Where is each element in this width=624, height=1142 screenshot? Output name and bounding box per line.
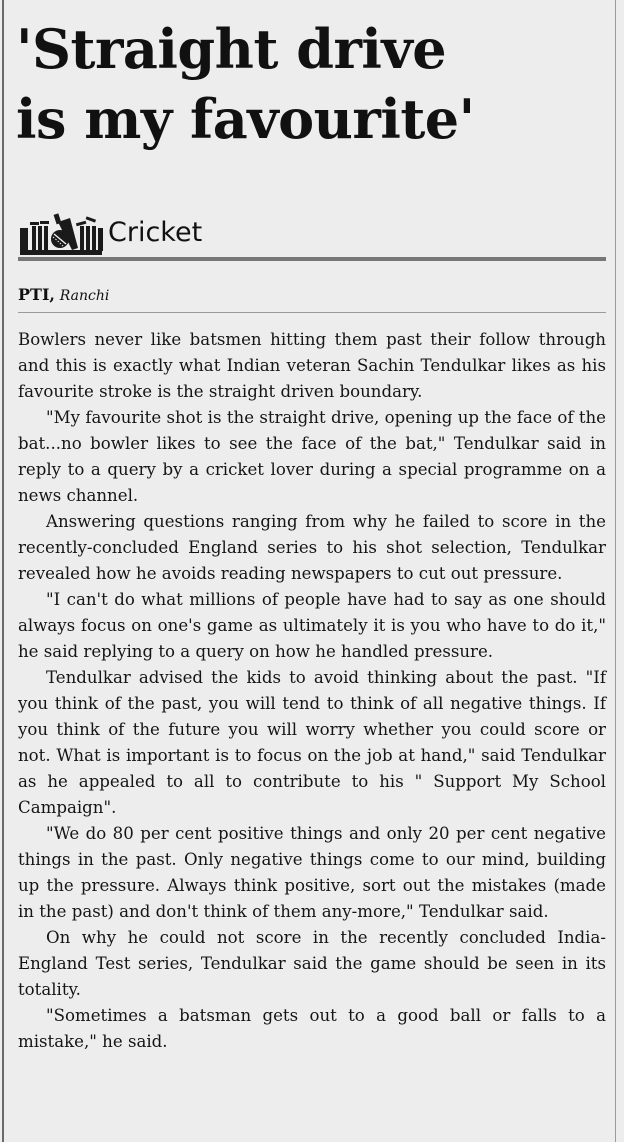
article-paragraph: "We do 80 per cent positive things and only 20 per cent negative things in the past. Only negative things come to our mind, building up the pressure. Always think positive, sort out the mistakes (made in the past) and don't think of them any-more," Tendulkar said. (18, 824, 606, 921)
headline-line-1: 'Straight drive (16, 17, 447, 81)
headline (16, 14, 616, 154)
section-header (18, 210, 608, 256)
byline-divider (18, 312, 606, 313)
article-paragraph: Answering questions ranging from why he failed to score in the recently-concluded England series to his shot selection, Tendulkar revealed how he avoids reading newspapers to cut out pressure. (18, 512, 606, 583)
article-paragraph: Tendulkar advised the kids to avoid thinking about the past. "If you think of the past, you will tend to think of all negative things. If you think of the future you will worry whether you could score or not. What is important is to focus on the job at hand," said Tendulkar as he appealed to all to contribute to his " Support My School Campaign". (18, 668, 606, 817)
article-paragraph: "Sometimes a batsman gets out to a good ball or falls to a mistake," he said. (18, 1006, 606, 1051)
byline-agency: PTI, (18, 285, 55, 304)
section-divider (18, 257, 606, 261)
byline-dateline: Ranchi (59, 288, 110, 304)
column-right-rule (615, 0, 616, 1142)
headline-line-2: is my favourite' (16, 87, 475, 151)
section-label: Cricket (108, 217, 203, 248)
column-left-rule (2, 0, 4, 1142)
article-paragraph: On why he could not score in the recently concluded India-England Test series, Tendulkar said the game should be seen in its totality. (18, 928, 606, 999)
article-paragraph: "I can't do what millions of people have had to say as one should always focus on one's game as ultimately it is you who have to do it," he said replying to a query on how he handled pressure. (18, 590, 606, 661)
article-paragraph: Bowlers never like batsmen hitting them past their follow through and this is exactly what Indian veteran Sachin Tendulkar likes as his favourite stroke is the straight driven boundary. (18, 330, 606, 401)
article-paragraph: "My favourite shot is the straight drive, opening up the face of the bat...no bowler likes to see the face of the bat," Tendulkar said in reply to a query by a cricket lover during a special programme on a news channel. (18, 408, 606, 505)
cricket-stumps-bat-ball-icon (18, 212, 104, 256)
byline (18, 284, 109, 307)
article-body (18, 327, 606, 1055)
